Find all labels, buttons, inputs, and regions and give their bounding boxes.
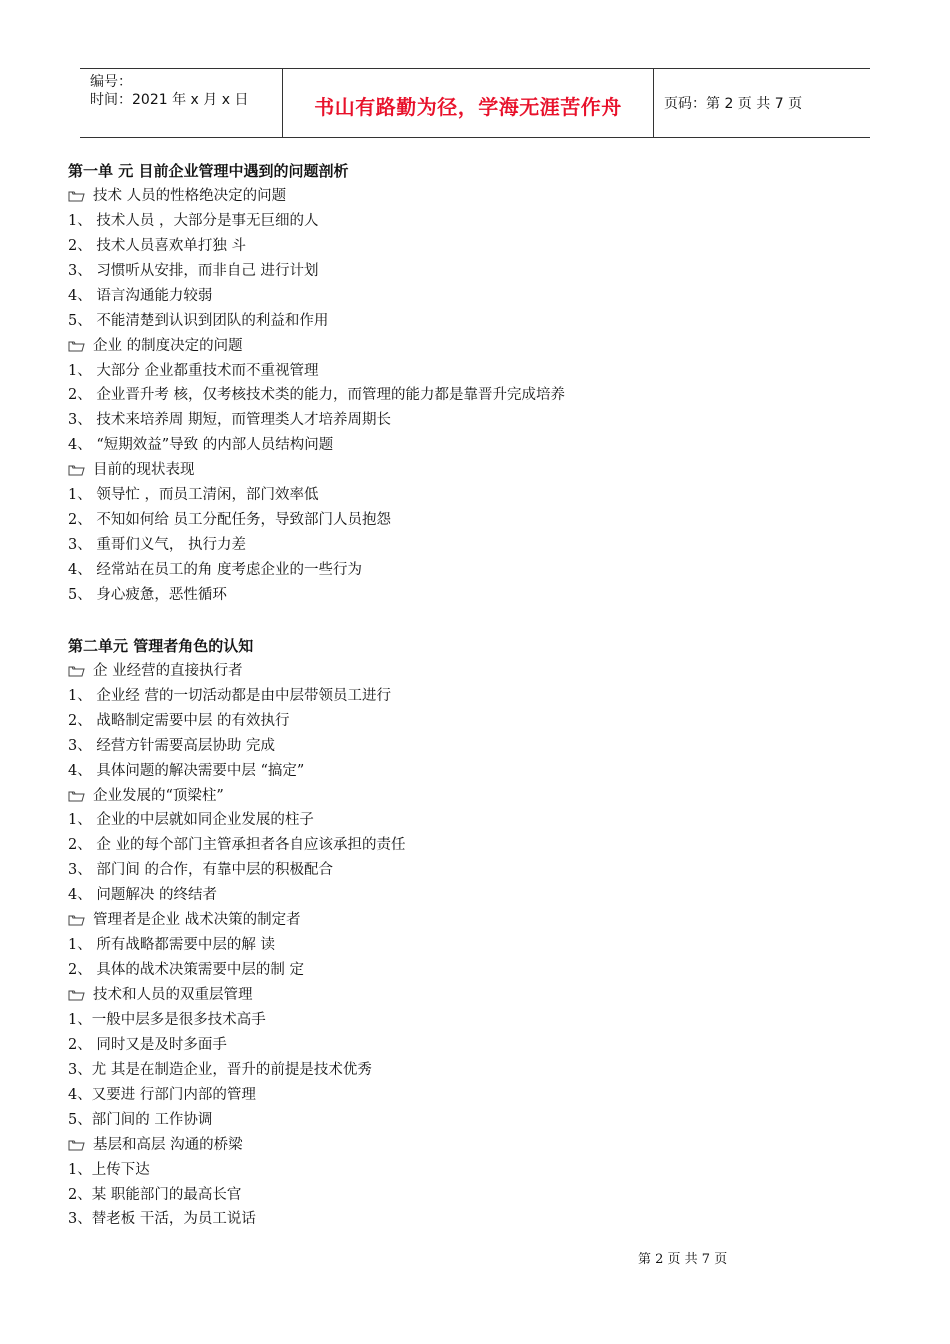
header-page-cell xyxy=(654,69,870,137)
list-item: 2、 具体的战术决策需要中层的制 定 xyxy=(68,962,304,979)
folder-icon xyxy=(68,1139,85,1150)
list-item: 4、 “短期效益”导致 的内部人员结构问题 xyxy=(68,437,334,454)
list-item: 3、 技术来培养周 期短，而管理类人才培养周期长 xyxy=(68,412,391,429)
list-item: 1、 企业的中层就如同企业发展的柱子 xyxy=(68,812,314,829)
list-item: 1、 企业经 营的一切活动都是由中层带领员工进行 xyxy=(68,687,391,704)
list-item: 3、尤 其是在制造企业，晋升的前提是技术优秀 xyxy=(68,1061,372,1078)
group-heading xyxy=(68,983,848,1008)
group-heading xyxy=(68,334,848,359)
list-item: 2、 企业晋升考 核，仅考核技术类的能力，而管理的能力都是靠晋升完成培养 xyxy=(68,387,565,404)
group-heading xyxy=(68,184,848,209)
group-heading xyxy=(68,1133,848,1158)
group-heading-text: 企业发展的“顶梁柱” xyxy=(93,787,224,804)
header-meta xyxy=(80,69,282,137)
list-item: 1、一般中层多是很多技术高手 xyxy=(68,1011,266,1028)
folder-icon xyxy=(68,790,85,801)
list-item: 2、 战略制定需要中层 的有效执行 xyxy=(68,712,290,729)
group-heading xyxy=(68,458,848,483)
group-heading-text: 企 业经营的直接执行者 xyxy=(93,662,243,679)
group-heading-text: 技术 人员的性格绝决定的问题 xyxy=(93,187,287,204)
document-time-label: 时间：2021 年 x 月 x 日 xyxy=(90,92,249,108)
group-heading-text: 管理者是企业 战术决策的制定者 xyxy=(93,912,301,929)
group-heading xyxy=(68,784,848,809)
section-title: 第一单 元 目前企业管理中遇到的问题剖析 xyxy=(68,162,349,180)
list-item: 1、 技术人员 ，大部分是事无巨细的人 xyxy=(68,212,319,229)
list-item: 4、 问题解决 的终结者 xyxy=(68,887,217,904)
list-item: 4、 具体问题的解决需要中层 “搞定” xyxy=(68,762,305,779)
folder-icon xyxy=(68,340,85,351)
list-item: 4、 经常站在员工的角 度考虑企业的一些行为 xyxy=(68,562,362,578)
group-heading-text: 技术和人员的双重层管理 xyxy=(93,987,253,1003)
list-item: 1、上传下达 xyxy=(68,1161,150,1178)
list-item: 3、替老板 干活，为员工说话 xyxy=(68,1211,256,1228)
list-item: 1、 所有战略都需要中层的解 读 xyxy=(68,937,275,954)
folder-icon xyxy=(68,989,85,1000)
folder-icon xyxy=(68,914,85,925)
document-body xyxy=(68,159,848,1232)
list-item: 4、 语言沟通能力较弱 xyxy=(68,287,213,304)
group-heading xyxy=(68,659,848,684)
folder-icon xyxy=(68,464,85,475)
list-item: 2、 技术人员喜欢单打独 斗 xyxy=(68,237,246,254)
folder-icon xyxy=(68,665,85,676)
list-item: 1、 领导忙 ，而员工清闲，部门效率低 xyxy=(68,487,319,504)
list-item: 5、部门间的 工作协调 xyxy=(68,1111,213,1128)
group-heading-text: 基层和高层 沟通的桥梁 xyxy=(93,1136,243,1153)
section-title: 第二单元 管理者角色的认知 xyxy=(68,636,254,655)
group-heading-text: 目前的现状表现 xyxy=(93,462,195,479)
header-motto: 书山有路勤为径，学海无涯苦作舟 xyxy=(314,94,622,119)
group-heading-text: 企业 的制度决定的问题 xyxy=(93,337,243,354)
list-item: 2、某 职能部门的最高长官 xyxy=(68,1186,242,1203)
list-item: 2、 不知如何给 员工分配任务，导致部门人员抱怨 xyxy=(68,512,391,529)
header-page-label: 页码：第 2 页 共 7 页 xyxy=(664,96,803,112)
list-item: 4、又要进 行部门内部的管理 xyxy=(68,1086,256,1103)
list-item: 5、 身心疲惫，恶性循环 xyxy=(68,586,227,603)
list-item: 3、 部门间 的合作，有靠中层的积极配合 xyxy=(68,862,333,879)
page-footer: 第 2 页 共 7 页 xyxy=(638,1252,728,1267)
list-item: 2、 企 业的每个部门主管承担者各自应该承担的责任 xyxy=(68,837,406,854)
group-heading xyxy=(68,908,848,933)
list-item: 3、 重哥们义气， 执行力差 xyxy=(68,537,246,554)
list-item: 1、 大部分 企业都重技术而不重视管理 xyxy=(68,362,319,379)
document-number-label: 编号： xyxy=(90,74,132,90)
list-item: 3、 经营方针需要高层协助 完成 xyxy=(68,737,275,754)
list-item: 2、 同时又是及时多面手 xyxy=(68,1036,227,1053)
folder-icon xyxy=(68,190,85,201)
page-header xyxy=(80,68,870,138)
header-motto-cell xyxy=(282,69,654,137)
list-item: 3、 习惯听从安排，而非自己 进行计划 xyxy=(68,262,319,279)
list-item: 5、 不能清楚到认识到团队的利益和作用 xyxy=(68,312,329,329)
section-spacer xyxy=(68,608,848,634)
